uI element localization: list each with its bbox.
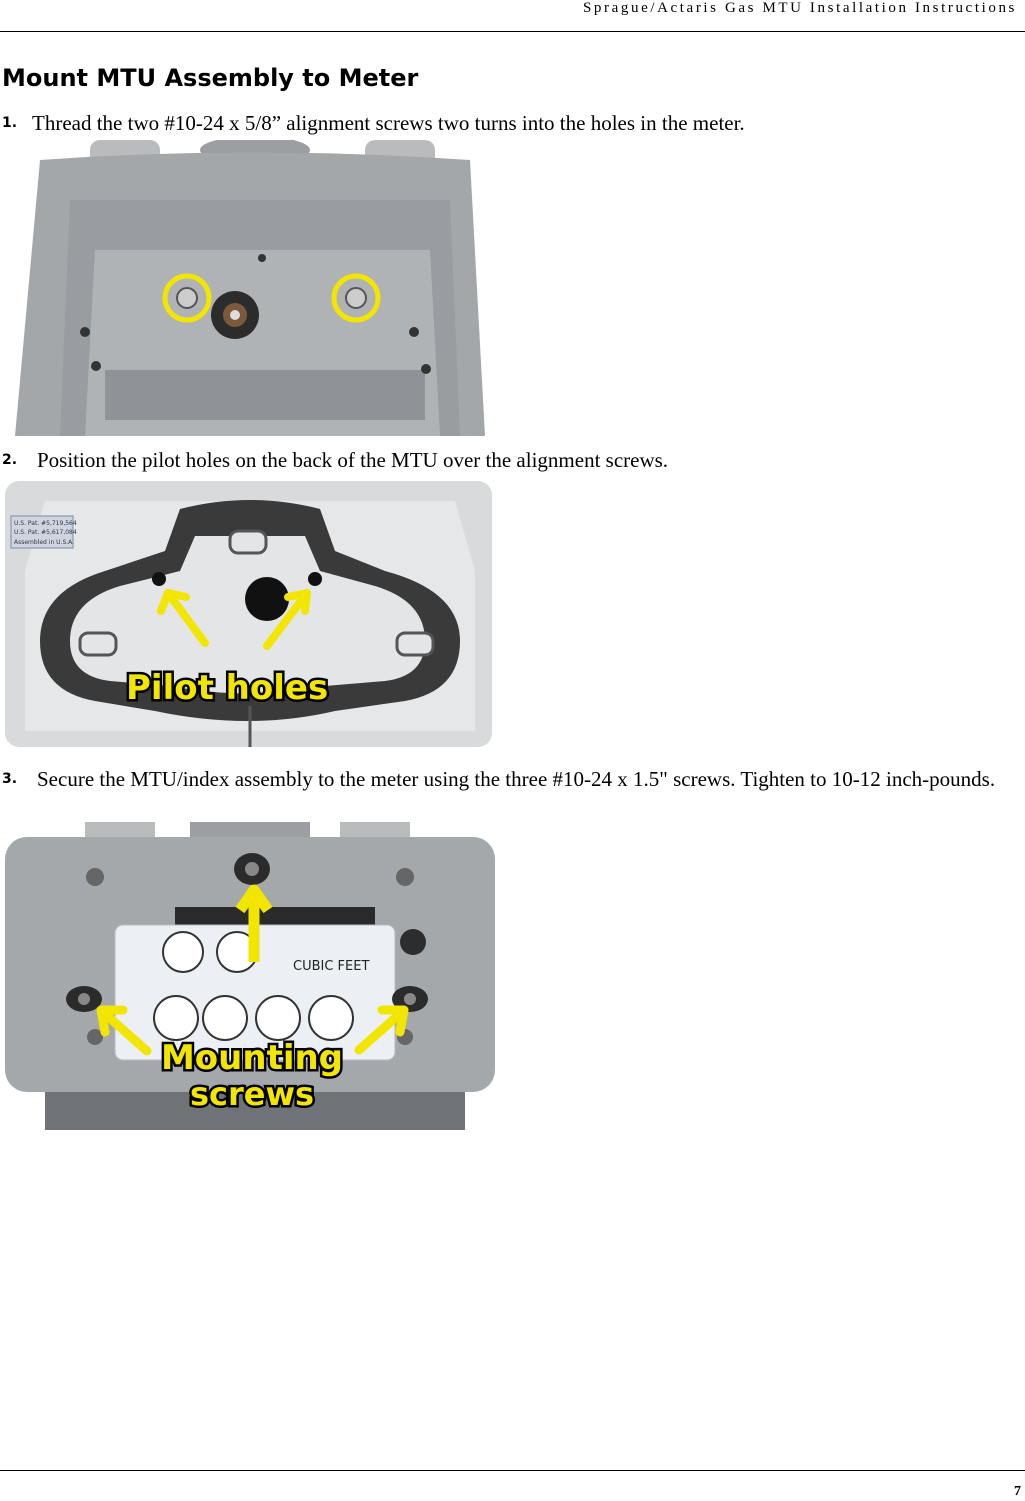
- step-text: Secure the MTU/index assembly to the meter using the three #10-24 x 1.5" screws. Tighten to 10-12 inch-pounds.: [37, 767, 996, 791]
- header-rule: [0, 31, 1025, 32]
- mtu-pilot-holes-photo: [5, 481, 492, 747]
- patent-label-line-2: U.S. Pat. #5,617,084: [14, 529, 77, 536]
- footer-rule: [0, 1470, 1025, 1471]
- running-header: Sprague/Actaris Gas MTU Installation Instructions: [582, 0, 1017, 16]
- meter-alignment-screws-photo: [10, 140, 490, 436]
- pilot-hole-left: [152, 572, 166, 586]
- section-title: Mount MTU Assembly to Meter: [2, 64, 419, 92]
- pilot-hole-right: [308, 572, 322, 586]
- mounting-screws-callout-line-2: screws: [189, 1075, 315, 1113]
- page-number: 7: [1014, 1484, 1021, 1499]
- step-text: Position the pilot holes on the back of the MTU over the alignment screws.: [37, 448, 669, 472]
- patent-label-line-1: U.S. Pat. #5,719,564: [14, 520, 77, 527]
- mtu-mounting-screws-photo: [5, 822, 495, 1130]
- step-number: 1.: [2, 115, 18, 131]
- step-text: Thread the two #10-24 x 5/8” alignment screws two turns into the holes in the meter.: [32, 111, 745, 135]
- step-number: 2.: [2, 452, 18, 468]
- cubic-feet-label: CUBIC FEET: [293, 959, 370, 974]
- patent-label-line-3: Assembled in U.S.A.: [14, 539, 75, 546]
- step-number: 3.: [2, 771, 18, 787]
- mounting-screws-callout-line-1: Mounting: [160, 1038, 344, 1078]
- pilot-holes-callout: Pilot holes: [126, 668, 329, 708]
